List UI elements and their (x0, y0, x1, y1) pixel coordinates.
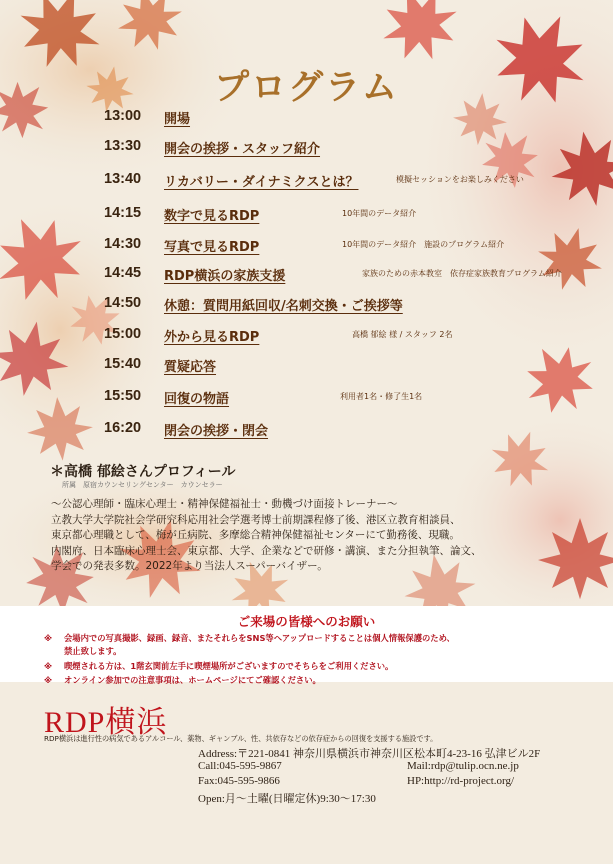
notice-mark: ※ (44, 633, 53, 643)
schedule-time: 15:40 (104, 356, 142, 372)
schedule-label: 外から見るRDP (164, 330, 260, 345)
schedule-time: 13:00 (104, 108, 142, 124)
schedule-time: 13:30 (104, 138, 142, 154)
schedule-label: リカバリー・ダイナミクスとは？ (164, 175, 359, 190)
profile-line: 東京都心理職として、梅が丘病院、多摩総合精神保健福祉センターにて勤務後、現職。 (51, 529, 460, 541)
profile-heading: ＊高橋 郁絵さんプロフィール (50, 464, 236, 480)
schedule-note: 模擬セッションをお楽しみください (396, 175, 524, 184)
schedule-label: 質疑応答 (164, 360, 217, 375)
schedule-time: 14:15 (104, 205, 142, 221)
schedule-label: 閉会の挨拶・閉会 (164, 424, 269, 439)
schedule-time: 14:45 (104, 265, 142, 281)
notice-item: ※ オンライン参加での注意事項は、ホームページにてご確認ください。 (44, 675, 321, 685)
notice-mark: ※ (44, 675, 53, 685)
org-website-link[interactable]: HP:http://rd-project.org/ (407, 775, 515, 787)
org-open-hours: Open:月～土曜(日曜定休)9:30～17:30 (198, 793, 376, 805)
profile-line: 内閣府、日本臨床心理士会、東京都、大学、企業などで研修・講演、また分担執筆、論文、 (51, 544, 482, 557)
notice-title: ご来場の皆様へのお願い (237, 614, 376, 629)
profile-affiliation: 所属 原宿カウンセリングセンター カウンセラー (62, 481, 223, 489)
profile-line: ～公認心理師・臨床心理士・精神保健福祉士・動機づけ面接トレーナー～ (51, 498, 398, 510)
schedule-time: 15:50 (104, 388, 142, 404)
profile-body (51, 497, 591, 575)
profile-line: 立教大学大学院社会学研究科応用社会学選考博士前期課程修了後、港区立教育相談員、 (51, 513, 461, 526)
schedule-note: 10年間のデータ紹介 (342, 209, 417, 218)
notice-item: ※ 会場内での写真撮影、録画、録音、またそれらをSNS等へアップロードすることは個人情報保護のため、 (44, 633, 455, 643)
schedule-note: 利用者1名・修了生1名 (340, 392, 423, 401)
notice-item: ※ 喫煙される方は、1階玄関前左手に喫煙場所がございますのでそちらをご利用ください。 (44, 661, 394, 671)
schedule-label: 回復の物語 (164, 392, 230, 407)
schedule-time: 15:00 (104, 326, 142, 342)
notice-mark: ※ (44, 661, 53, 671)
page-title: プログラム (214, 68, 399, 108)
schedule-time: 16:20 (104, 420, 142, 436)
schedule-label: 数字で見るRDP (164, 209, 260, 224)
schedule-time: 13:40 (104, 171, 142, 187)
schedule-note: 高橋 郁絵 様 / スタッフ 2名 (352, 330, 453, 339)
schedule-label: 開場 (164, 112, 191, 127)
org-email[interactable]: Mail:rdp@tulip.ocn.ne.jp (407, 760, 519, 772)
notice-item: 禁止致します。 (64, 646, 122, 656)
org-phone[interactable]: Call:045-595-9867 (198, 760, 282, 772)
schedule-time: 14:50 (104, 295, 142, 311)
schedule-note: 家族のための赤本教室 依存症家族教育プログラム紹介 (362, 269, 562, 278)
org-description: RDP横浜は進行性の病気であるアルコール、薬物、ギャンブル、性、共依存などの依存症からの回復を支援する施設です。 (44, 734, 438, 743)
schedule-label: 休憩：質問用紙回収/名刺交換・ご挨拶等 (164, 299, 403, 314)
schedule-label: 開会の挨拶・スタッフ紹介 (164, 142, 321, 157)
org-fax: Fax:045-595-9866 (198, 775, 280, 787)
schedule-label: RDP横浜の家族支援 (164, 269, 286, 284)
schedule-note: 10年間のデータ紹介 施設のプログラム紹介 (342, 240, 505, 249)
profile-line: 学会での発表多数。2022年より当法人スーパーバイザー。 (51, 560, 328, 572)
schedule-time: 14:30 (104, 236, 142, 252)
org-logo-text: RDP横浜 (44, 706, 168, 739)
schedule-label: 写真で見るRDP (164, 240, 260, 255)
org-address: Address:〒221-0841 神奈川県横浜市神奈川区松本町4-23-16 弘津ビル2F (198, 748, 541, 760)
